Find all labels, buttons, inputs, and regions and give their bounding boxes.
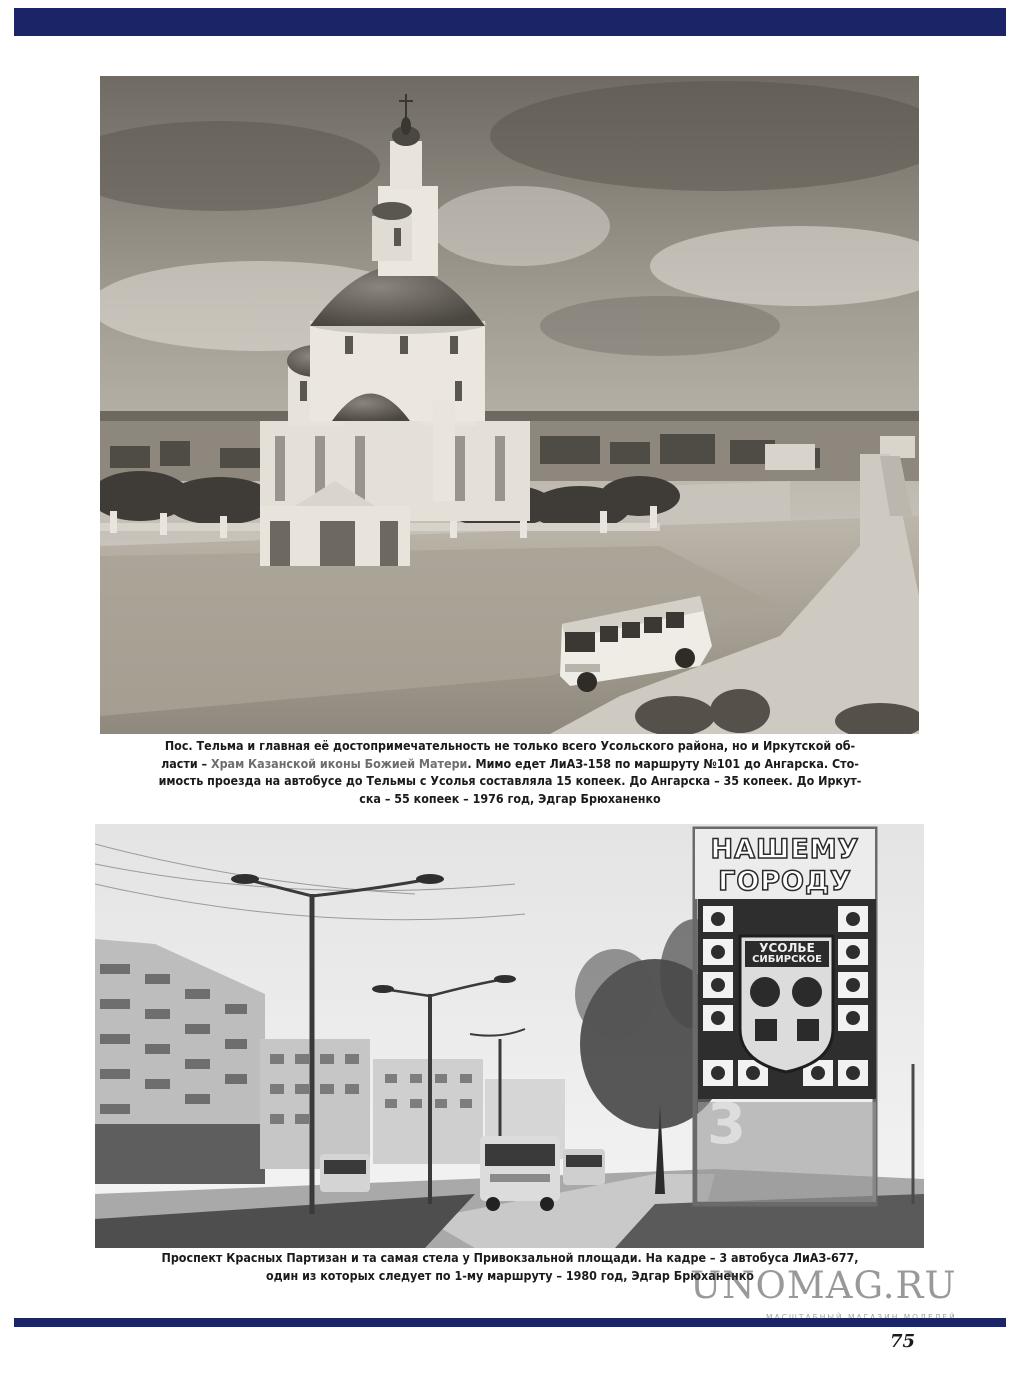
bottom-footer-bar (14, 1318, 1006, 1327)
caption-1-line-4: ска – 55 копеек – 1976 год, Эдгар Брюханенко (359, 790, 661, 806)
page-number: 75 (890, 1331, 916, 1352)
stela-shield-top: УСОЛЬЕ (759, 941, 815, 955)
caption-2-line-1: Проспект Красных Партизан и та самая стела у Привокзальной площади. На кадре – 3 автобуса ЛиАЗ-677, (161, 1250, 859, 1265)
stela-number: 3 (707, 1092, 746, 1157)
stela-shield-bottom: СИБИРСКОЕ (752, 954, 822, 965)
caption-1-line-2: ласти – Храм Казанской иконы Божией Матери. Мимо едет ЛиАЗ-158 по маршруту №101 до Ангарска. Сто- (161, 755, 859, 771)
unomag-watermark: UNOMAG.RU (690, 1264, 957, 1307)
caption-2-line-2: один из которых следует по 1-му маршруту – 1980 год, Эдгар Брюханенко (266, 1267, 754, 1283)
photo-krasnykh-partizan-avenue (95, 824, 924, 1248)
caption-1-line-3: имость проезда на автобусе до Тельмы с Усолья составляла 15 копеек. До Ангарска – 35 копеек. До Иркут- (158, 773, 862, 788)
church-name-highlight: Храм Казанской иконы Божией Матери (210, 755, 468, 771)
photo-telma-church (100, 76, 919, 734)
top-header-bar (14, 8, 1006, 36)
stela-sign-line-2: ГОРОДУ (718, 866, 852, 897)
photo-1-caption (80, 737, 940, 807)
stela-sign-line-1: НАШЕМУ (710, 834, 860, 865)
caption-1-line-1: Пос. Тельма и главная её достопримечательность не только всего Усольского района, но и Иркутской об- (164, 738, 856, 753)
